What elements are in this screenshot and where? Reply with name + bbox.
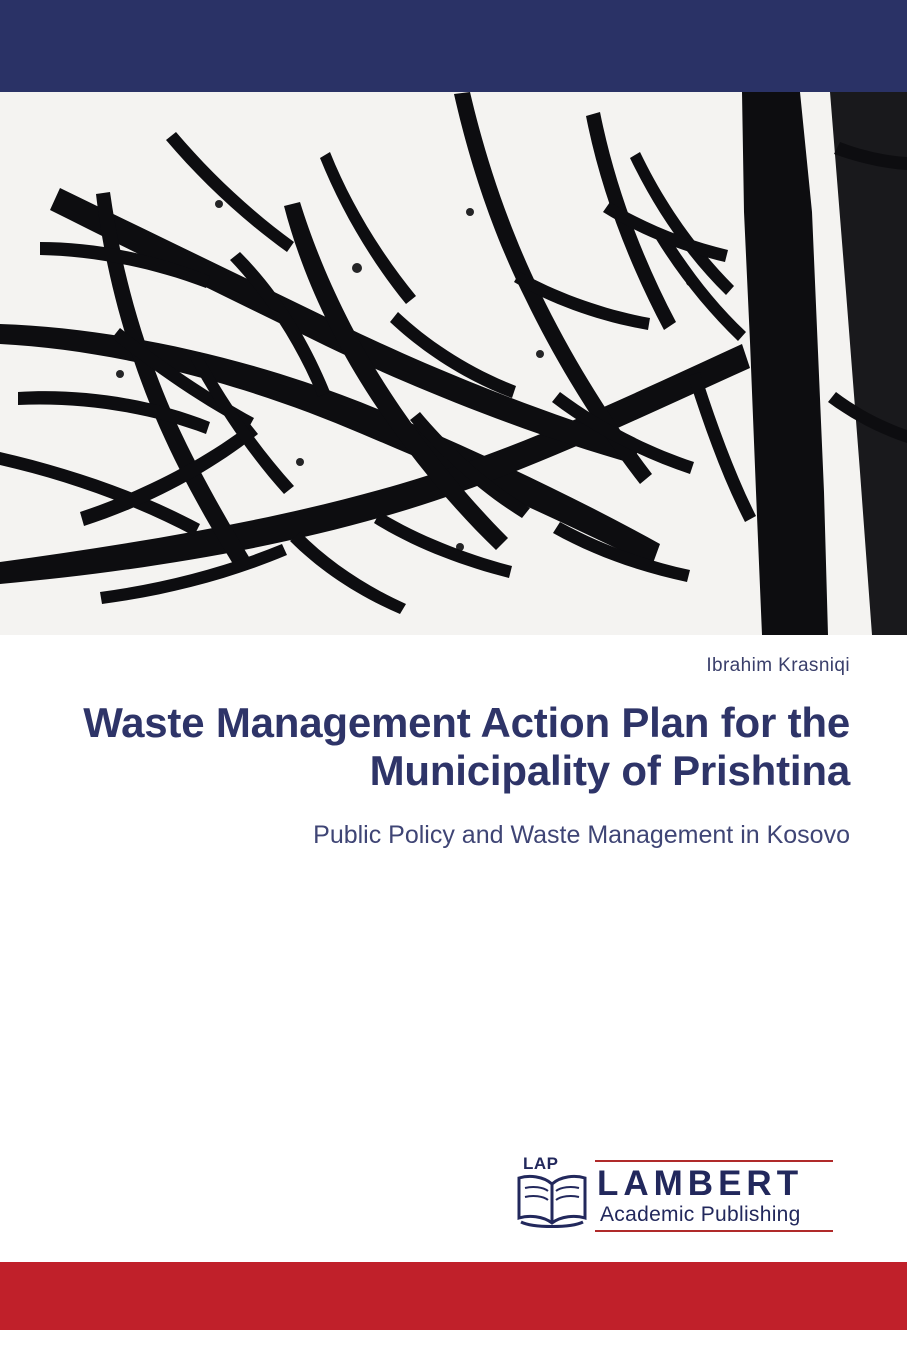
cover-text-block	[60, 655, 850, 850]
publisher-tagline: Academic Publishing	[600, 1203, 801, 1226]
open-book-icon	[513, 1170, 591, 1232]
top-color-band	[0, 0, 907, 92]
logo-rule-bottom	[595, 1230, 833, 1232]
logo-rule-top	[595, 1160, 833, 1162]
bottom-color-band	[0, 1262, 907, 1330]
lap-mark: LAP	[523, 1154, 559, 1173]
publisher-logo	[505, 1150, 835, 1245]
cover-photo	[0, 92, 907, 635]
book-title: Waste Management Action Plan for the Municipality of Prishtina	[83, 699, 850, 794]
book-subtitle: Public Policy and Waste Management in Kosovo	[313, 820, 850, 849]
publisher-name: LAMBERT	[597, 1164, 804, 1203]
author-name: Ibrahim Krasniqi	[706, 655, 850, 676]
bottom-white-margin	[0, 1330, 907, 1360]
